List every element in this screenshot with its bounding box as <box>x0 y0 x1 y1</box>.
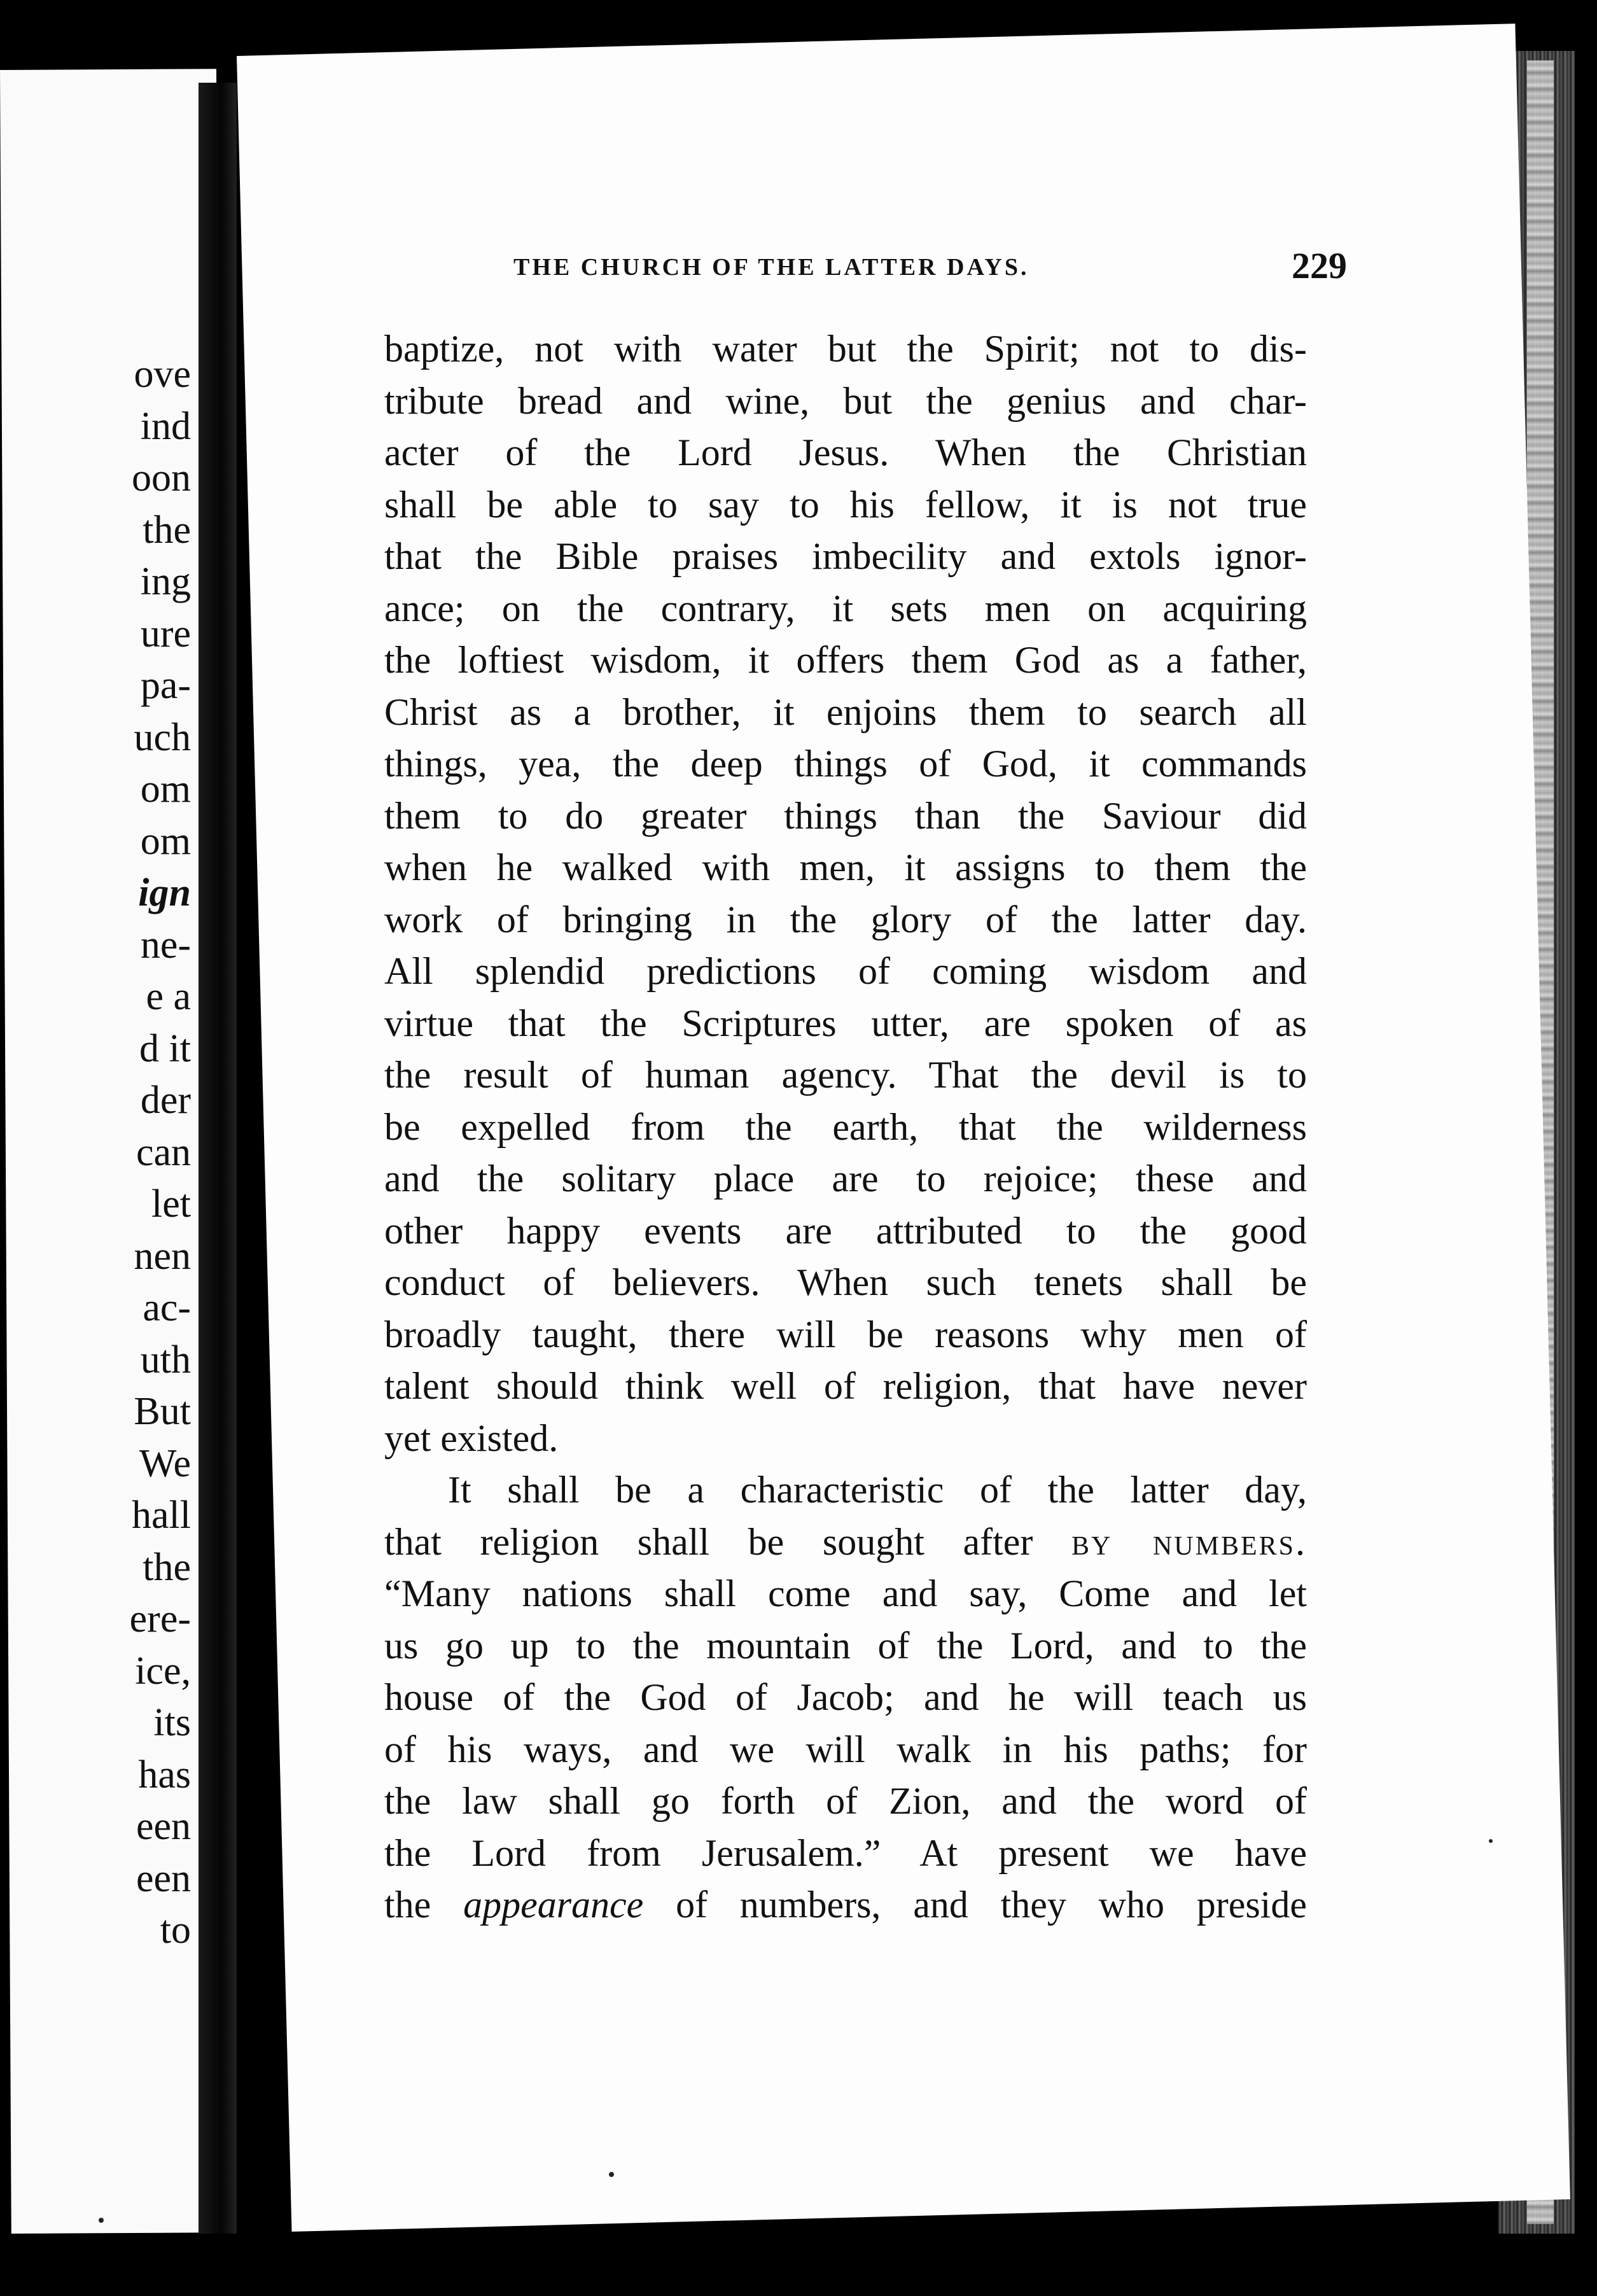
left-fragment: the <box>143 508 191 552</box>
text-line: when he walked with men, it assigns to them the <box>384 846 1307 888</box>
left-fragment: ing <box>140 560 191 603</box>
text-run: of numbers, and they who preside <box>643 1884 1307 1926</box>
left-fragment: een <box>136 1856 191 1900</box>
left-fragment: let <box>151 1182 191 1226</box>
left-fragment: We <box>139 1441 191 1485</box>
text-line: the result of human agency. That the devil is to <box>384 1054 1307 1096</box>
left-fragment: om <box>140 767 191 811</box>
text-line: broadly taught, there will be reasons why men of <box>384 1313 1307 1355</box>
text-line: ance; on the contrary, it sets men on acquiring <box>384 587 1307 629</box>
text-line: them to do greater things than the Saviour did <box>384 794 1307 837</box>
text-line: things, yea, the deep things of God, it commands <box>384 743 1307 785</box>
left-fragment: ere- <box>129 1597 191 1641</box>
running-head: THE CHURCH OF THE LATTER DAYS. <box>513 254 1029 281</box>
left-fragment: pa- <box>140 664 191 707</box>
text-line: the loftiest wisdom, it offers them God as a father, <box>384 639 1307 681</box>
left-fragment: hall <box>132 1494 191 1537</box>
text-line: the Lord from Jerusalem.” At present we have <box>384 1831 1307 1874</box>
left-fragment: ind <box>140 404 191 448</box>
text-line: be expelled from the earth, that the wilderness <box>384 1105 1307 1148</box>
left-page-text-fragments <box>0 349 191 1957</box>
left-fragment: But <box>134 1390 191 1433</box>
text-line-with-small-caps <box>384 1516 1307 1569</box>
left-fragment: the <box>143 1545 191 1589</box>
text-line: house of the God of Jacob; and he will teach us <box>384 1676 1307 1718</box>
text-line: of his ways, and we will walk in his paths; for <box>384 1728 1307 1770</box>
text-run: that religion shall be sought after <box>384 1520 1071 1563</box>
text-line-with-italic <box>384 1879 1307 1931</box>
text-line: that the Bible praises imbecility and extols ignor- <box>384 535 1307 577</box>
text-line: conduct of believers. When such tenets shall be <box>384 1261 1307 1303</box>
text-line: yet existed. <box>384 1417 559 1459</box>
text-line: Christ as a brother, it enjoins them to search all <box>384 690 1307 733</box>
text-run: the <box>384 1884 464 1926</box>
left-fragment: can <box>136 1130 191 1174</box>
right-page-content <box>237 56 1516 2232</box>
text-line: All splendid predictions of coming wisdom and <box>384 950 1307 992</box>
text-line: baptize, not with water but the Spirit; not to dis- <box>384 328 1307 370</box>
book-gutter-shadow <box>199 83 237 2234</box>
text-line: acter of the Lord Jesus. When the Christian <box>384 431 1307 473</box>
left-fragment: its <box>153 1701 191 1744</box>
text-line: work of bringing in the glory of the latter day. <box>384 898 1307 941</box>
text-line: the law shall go forth of Zion, and the word of <box>384 1780 1307 1822</box>
left-fragment: een <box>136 1805 191 1848</box>
italic-emphasis: appearance <box>463 1884 644 1926</box>
left-fragment: ure <box>140 612 191 655</box>
page-number: 229 <box>1292 245 1347 286</box>
print-speck <box>609 2172 614 2177</box>
left-fragment: e a <box>146 975 191 1018</box>
text-line: tribute bread and wine, but the genius and char- <box>384 379 1307 422</box>
left-fragment: oon <box>132 456 191 500</box>
print-speck <box>99 2218 104 2223</box>
text-line: “Many nations shall come and say, Come and let <box>384 1572 1307 1614</box>
left-fragment: uch <box>134 715 191 759</box>
text-line: shall be able to say to his fellow, it is not true <box>384 483 1307 526</box>
right-page <box>237 24 1570 2232</box>
text-line: talent should think well of religion, that have never <box>384 1365 1307 1407</box>
left-fragment: has <box>138 1753 191 1796</box>
left-fragment: der <box>140 1079 191 1122</box>
text-line: It shall be a characteristic of the latter day, <box>448 1469 1307 1511</box>
text-line: virtue that the Scriptures utter, are spoken of as <box>384 1002 1307 1044</box>
left-fragment: ac- <box>143 1286 191 1329</box>
left-fragment: ice, <box>135 1649 191 1693</box>
left-fragment: ove <box>134 353 191 396</box>
body-text <box>384 323 1307 1931</box>
left-fragment: ne- <box>140 923 191 967</box>
left-fragment: ign <box>138 871 191 914</box>
left-fragment: d it <box>139 1026 191 1070</box>
text-line: other happy events are attributed to the good <box>384 1209 1307 1252</box>
small-caps-emphasis: by numbers. <box>1071 1520 1307 1563</box>
left-fragment: to <box>160 1908 191 1952</box>
text-line: us go up to the mountain of the Lord, and to the <box>384 1624 1307 1667</box>
left-fragment: om <box>140 819 191 863</box>
text-line: and the solitary place are to rejoice; these and <box>384 1158 1307 1200</box>
page-header <box>513 245 1347 286</box>
print-speck <box>1489 1839 1493 1843</box>
left-fragment: nen <box>134 1234 191 1278</box>
left-fragment: uth <box>140 1338 191 1382</box>
